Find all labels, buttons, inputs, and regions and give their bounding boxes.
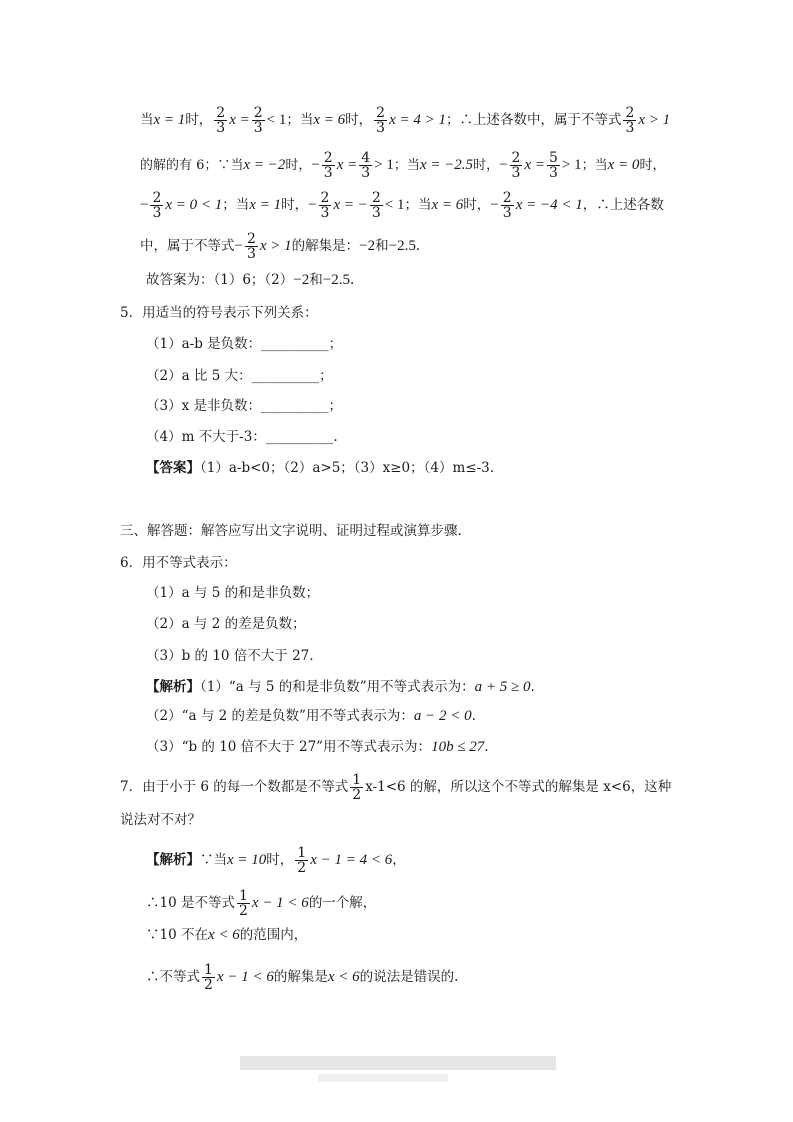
text: （3）“b 的 10 倍不大于 27”用不等式表示为： bbox=[146, 739, 432, 755]
text: ；当 bbox=[393, 158, 420, 173]
fraction: $\frac{2}{3}$ bbox=[502, 190, 512, 221]
text: . bbox=[415, 238, 421, 254]
math: > 1 bbox=[374, 157, 394, 173]
answer-blank: __________ bbox=[265, 429, 334, 445]
footer-watermark bbox=[240, 1056, 556, 1070]
fraction: $\frac{5}{3}$ bbox=[549, 150, 558, 181]
q7-line-1 bbox=[120, 773, 671, 802]
text: （1）a-b 是负数： bbox=[146, 336, 262, 352]
q5-item-4 bbox=[146, 427, 338, 447]
q6-analysis-3 bbox=[146, 737, 489, 757]
text: （3）x 是非负数： bbox=[146, 398, 261, 414]
math: −2.5 bbox=[322, 272, 350, 288]
math: − bbox=[311, 157, 320, 173]
fraction: $\frac{1}{2}$ bbox=[204, 962, 213, 993]
math: x − 1 < 6 bbox=[216, 969, 274, 985]
text: x-1<6 的解，所以这个不等式的解集是 x<6，这种 bbox=[365, 779, 672, 795]
q6-item-2: （2）a 与 2 的差是负数； bbox=[146, 616, 306, 632]
text: 7．由于小于 6 的每一个数都是不等式 bbox=[120, 779, 349, 795]
q7-analysis-3 bbox=[146, 925, 307, 945]
text: ， bbox=[392, 852, 406, 868]
q5-item-2 bbox=[146, 366, 333, 386]
q7-line-2: 说法对不对？ bbox=[120, 812, 201, 828]
math: − bbox=[308, 197, 317, 213]
math: − bbox=[140, 197, 149, 213]
math: −2 bbox=[359, 238, 376, 254]
math: x = bbox=[229, 112, 250, 128]
answer-blank: __________ bbox=[251, 368, 320, 384]
text: 和 bbox=[375, 238, 389, 254]
math: x = 1 bbox=[153, 112, 186, 128]
text: . bbox=[349, 272, 355, 288]
math: x < 6 bbox=[327, 969, 360, 985]
text: ；当 bbox=[581, 158, 608, 173]
text: 时， bbox=[185, 112, 213, 128]
text: 当 bbox=[140, 112, 154, 128]
fraction: $\frac{2}{3}$ bbox=[511, 150, 521, 181]
q6-analysis-1 bbox=[146, 677, 535, 697]
q7-analysis-1 bbox=[146, 846, 406, 875]
text: （1）“a 与 5 的和是非负数”用不等式表示为： bbox=[200, 679, 475, 695]
text: 和 bbox=[309, 272, 323, 288]
text: 时， bbox=[281, 197, 309, 213]
q5-answer bbox=[146, 458, 494, 478]
intro-line-4 bbox=[140, 232, 420, 261]
section-3-title: 三、解答题：解答应写出文字说明、证明过程或演算步骤. bbox=[120, 523, 462, 539]
text: 时， bbox=[345, 112, 373, 128]
fraction: $\frac{2}{3}$ bbox=[323, 150, 333, 181]
text: 时， bbox=[639, 158, 666, 173]
fraction: $\frac{4}{3}$ bbox=[361, 150, 371, 181]
fraction: $\frac{1}{2}$ bbox=[297, 845, 307, 876]
text: 时， bbox=[285, 158, 312, 173]
fraction: $\frac{2}{3}$ bbox=[625, 105, 635, 136]
math: a − 2 < 0 bbox=[413, 708, 472, 724]
text: 的说法是错误的. bbox=[359, 969, 459, 985]
text: （2）a 比 5 大： bbox=[146, 368, 252, 384]
text: 的解的有 6；∵当 bbox=[140, 158, 244, 173]
fraction: $\frac{1}{2}$ bbox=[238, 888, 248, 919]
fraction: $\frac{2}{3}$ bbox=[371, 190, 381, 221]
text: ； bbox=[328, 336, 343, 352]
text: （2）“a 与 2 的差是负数”用不等式表示为： bbox=[146, 708, 414, 724]
q5-item-3 bbox=[146, 396, 342, 416]
math: x = 0 < 1 bbox=[165, 197, 223, 213]
math: x = 6 bbox=[313, 112, 346, 128]
text: ∵当 bbox=[200, 852, 227, 868]
text: （4）m 不大于-3： bbox=[146, 429, 266, 445]
intro-line-1 bbox=[140, 106, 670, 135]
math: −2 bbox=[293, 272, 310, 288]
math: x = −2.5 bbox=[419, 157, 474, 173]
text: ；∴上述各数中，属于不等式 bbox=[445, 112, 622, 128]
math: x − 1 = 4 < 6 bbox=[310, 852, 393, 868]
text: 中，属于不等式 bbox=[140, 238, 235, 254]
text: ；当 bbox=[404, 197, 432, 213]
text: 的解集是 bbox=[273, 969, 328, 985]
fraction: $\frac{1}{2}$ bbox=[352, 772, 362, 803]
fraction: $\frac{2}{3}$ bbox=[376, 105, 386, 136]
math: < 1 bbox=[384, 197, 405, 213]
fraction: $\frac{2}{3}$ bbox=[246, 231, 256, 262]
q5-title: 5．用适当的符号表示下列关系： bbox=[120, 305, 318, 321]
text: ； bbox=[328, 398, 342, 414]
math: x = − bbox=[333, 197, 368, 213]
text: 时， bbox=[473, 158, 500, 173]
text: 时， bbox=[463, 197, 491, 213]
q6-item-1: （1）a 与 5 的和是非负数； bbox=[146, 585, 320, 601]
q6-analysis-2 bbox=[146, 706, 476, 726]
fraction: $\frac{2}{3}$ bbox=[216, 105, 226, 136]
fraction: $\frac{2}{3}$ bbox=[320, 190, 330, 221]
text: 故答案为：（1）6；（2） bbox=[146, 272, 294, 288]
q5-item-1 bbox=[146, 334, 342, 354]
math: − bbox=[499, 157, 508, 173]
text: 的一个解， bbox=[308, 895, 377, 911]
math: x − 1 < 6 bbox=[251, 895, 309, 911]
math: x = 6 bbox=[431, 197, 464, 213]
math: < 1 bbox=[266, 112, 287, 128]
text: . bbox=[333, 429, 338, 445]
text: 的范围内， bbox=[239, 927, 308, 943]
q7-analysis-2 bbox=[146, 889, 376, 918]
text: ∴不等式 bbox=[146, 969, 200, 985]
text: . bbox=[484, 739, 489, 755]
answer-blank: __________ bbox=[261, 398, 329, 414]
analysis-label: 【解析】 bbox=[146, 679, 200, 695]
math: > 1 bbox=[561, 157, 582, 173]
text: 的解集是： bbox=[291, 238, 360, 254]
text: . bbox=[471, 708, 476, 724]
fraction: $\frac{2}{3}$ bbox=[152, 190, 162, 221]
math: x = 4 > 1 bbox=[389, 112, 446, 128]
q7-analysis-4 bbox=[146, 963, 458, 992]
math: x = 10 bbox=[227, 852, 267, 868]
text: ； bbox=[319, 368, 333, 384]
q6-item-3: （3）b 的 10 倍不大于 27. bbox=[146, 648, 314, 664]
fraction: $\frac{2}{3}$ bbox=[253, 105, 263, 136]
math: x = 1 bbox=[249, 197, 282, 213]
text: ∴10 是不等式 bbox=[146, 895, 235, 911]
intro-line-2 bbox=[140, 151, 665, 180]
math: x > 1 bbox=[638, 112, 671, 128]
math: x = bbox=[524, 157, 545, 173]
text: ，∴上述各数 bbox=[582, 197, 664, 213]
text: ；当 bbox=[286, 112, 314, 128]
intro-line-3 bbox=[140, 191, 664, 220]
math: − bbox=[234, 238, 243, 254]
answer-label: 【答案】 bbox=[146, 460, 200, 476]
analysis-label: 【解析】 bbox=[146, 852, 200, 868]
math: x > 1 bbox=[259, 238, 292, 254]
math: 10b ≤ 27 bbox=[431, 739, 485, 755]
math: x = 0 bbox=[607, 157, 640, 173]
text: ∵10 不在 bbox=[146, 927, 208, 943]
footer-watermark-sub bbox=[318, 1074, 448, 1082]
math: −2.5 bbox=[388, 238, 416, 254]
math: x = −4 < 1 bbox=[515, 197, 583, 213]
q6-title: 6．用不等式表示： bbox=[120, 555, 237, 571]
text: ；当 bbox=[222, 197, 250, 213]
math: − bbox=[490, 197, 499, 213]
intro-line-5 bbox=[146, 270, 354, 290]
text: . bbox=[530, 679, 535, 695]
math: x < 6 bbox=[207, 927, 240, 943]
math: x = −2 bbox=[243, 157, 286, 173]
math: x = bbox=[336, 157, 358, 173]
text: 时， bbox=[266, 852, 294, 868]
answer-text: （1）a-b<0；（2）a>5；（3）x≥0；（4）m≤-3. bbox=[200, 460, 495, 476]
math: a + 5 ≥ 0 bbox=[474, 679, 531, 695]
answer-blank: __________ bbox=[261, 336, 329, 352]
